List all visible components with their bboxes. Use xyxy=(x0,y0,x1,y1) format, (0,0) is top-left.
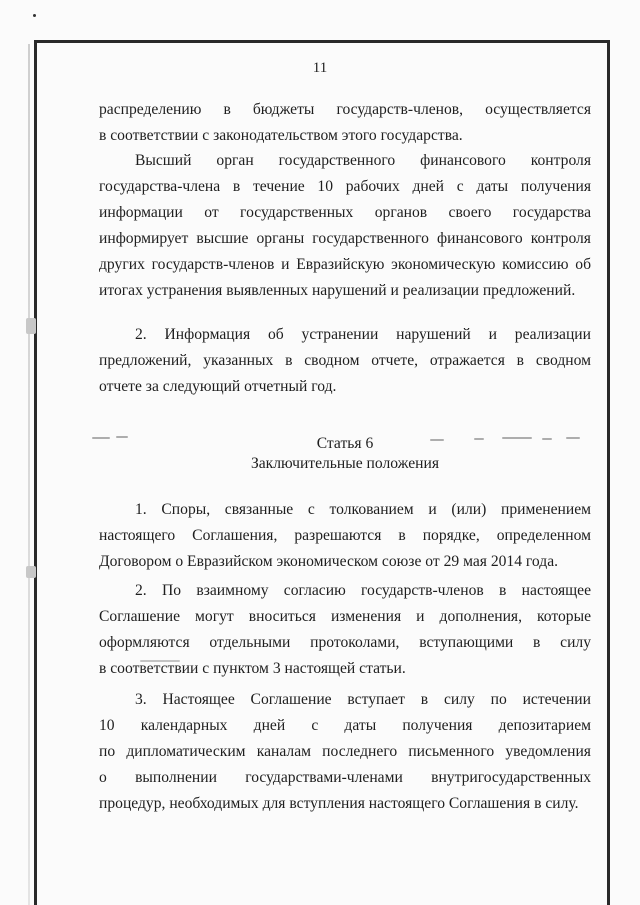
text-line: итогах устранения выявленных нарушений и реализации предложений. xyxy=(99,282,576,299)
text-line: Соглашение могут вноситься изменения и дополнения, которые xyxy=(99,608,591,625)
text-line: 3. Настоящее Соглашение вступает в силу по истечении xyxy=(135,691,591,708)
binding-mark xyxy=(26,566,36,578)
text-line: процедур, необходимых для вступления настоящего Соглашения в силу. xyxy=(99,795,579,812)
text-line: 2. Информация об устранении нарушений и реализации xyxy=(135,326,591,343)
text-line: 10 календарных дней с даты получения депозитарием xyxy=(99,717,591,734)
text-line: отчете за следующий отчетный год. xyxy=(99,378,337,395)
paragraph-budget-distribution xyxy=(99,97,591,149)
page-edge-shadow-left xyxy=(28,44,30,905)
scan-speck xyxy=(33,14,36,17)
text-line: информирует высшие органы государственного финансового контроля xyxy=(99,230,591,247)
paragraph-item-1-disputes xyxy=(99,497,591,575)
text-line: в соответствии с законодательством этого государства. xyxy=(99,127,463,144)
paragraph-item-2-amendments xyxy=(99,578,591,682)
paragraph-supreme-audit-body xyxy=(99,148,591,304)
article-title: Заключительные положения xyxy=(250,455,440,472)
text-line: оформляются отдельными протоколами, вступающими в силу xyxy=(99,634,591,651)
paragraph-item-2-information xyxy=(99,322,591,400)
text-line: 1. Споры, связанные с толкованием и (или) применением xyxy=(135,501,591,518)
text-line: настоящего Соглашения, разрешаются в порядке, определенном xyxy=(99,527,591,544)
page-number: 11 xyxy=(312,60,328,76)
text-line: 2. По взаимному согласию государств-членов в настоящее xyxy=(135,582,591,599)
text-line: о выполнении государствами-членами внутригосударственных xyxy=(99,769,591,786)
text-line: в соответствии с пунктом 3 настоящей статьи. xyxy=(99,660,406,677)
text-line: предложений, указанных в сводном отчете, отражается в сводном xyxy=(99,352,591,369)
text-line: по дипломатическим каналам последнего письменного уведомления xyxy=(99,743,591,760)
text-line: информации от государственных органов своего государства xyxy=(99,204,591,221)
text-line: Договором о Евразийском экономическом союзе от 29 мая 2014 года. xyxy=(99,553,559,570)
paragraph-item-3-entry-into-force xyxy=(99,687,591,817)
text-line: Высший орган государственного финансового контроля xyxy=(135,152,591,169)
text-line: распределению в бюджеты государств-членов, осуществляется xyxy=(99,101,591,118)
binding-mark xyxy=(26,318,36,334)
article-number: Статья 6 xyxy=(316,435,374,452)
text-line: других государств-членов и Евразийскую экономическую комиссию об xyxy=(99,256,591,273)
text-line: государства-члена в течение 10 рабочих дней с даты получения xyxy=(99,178,591,195)
